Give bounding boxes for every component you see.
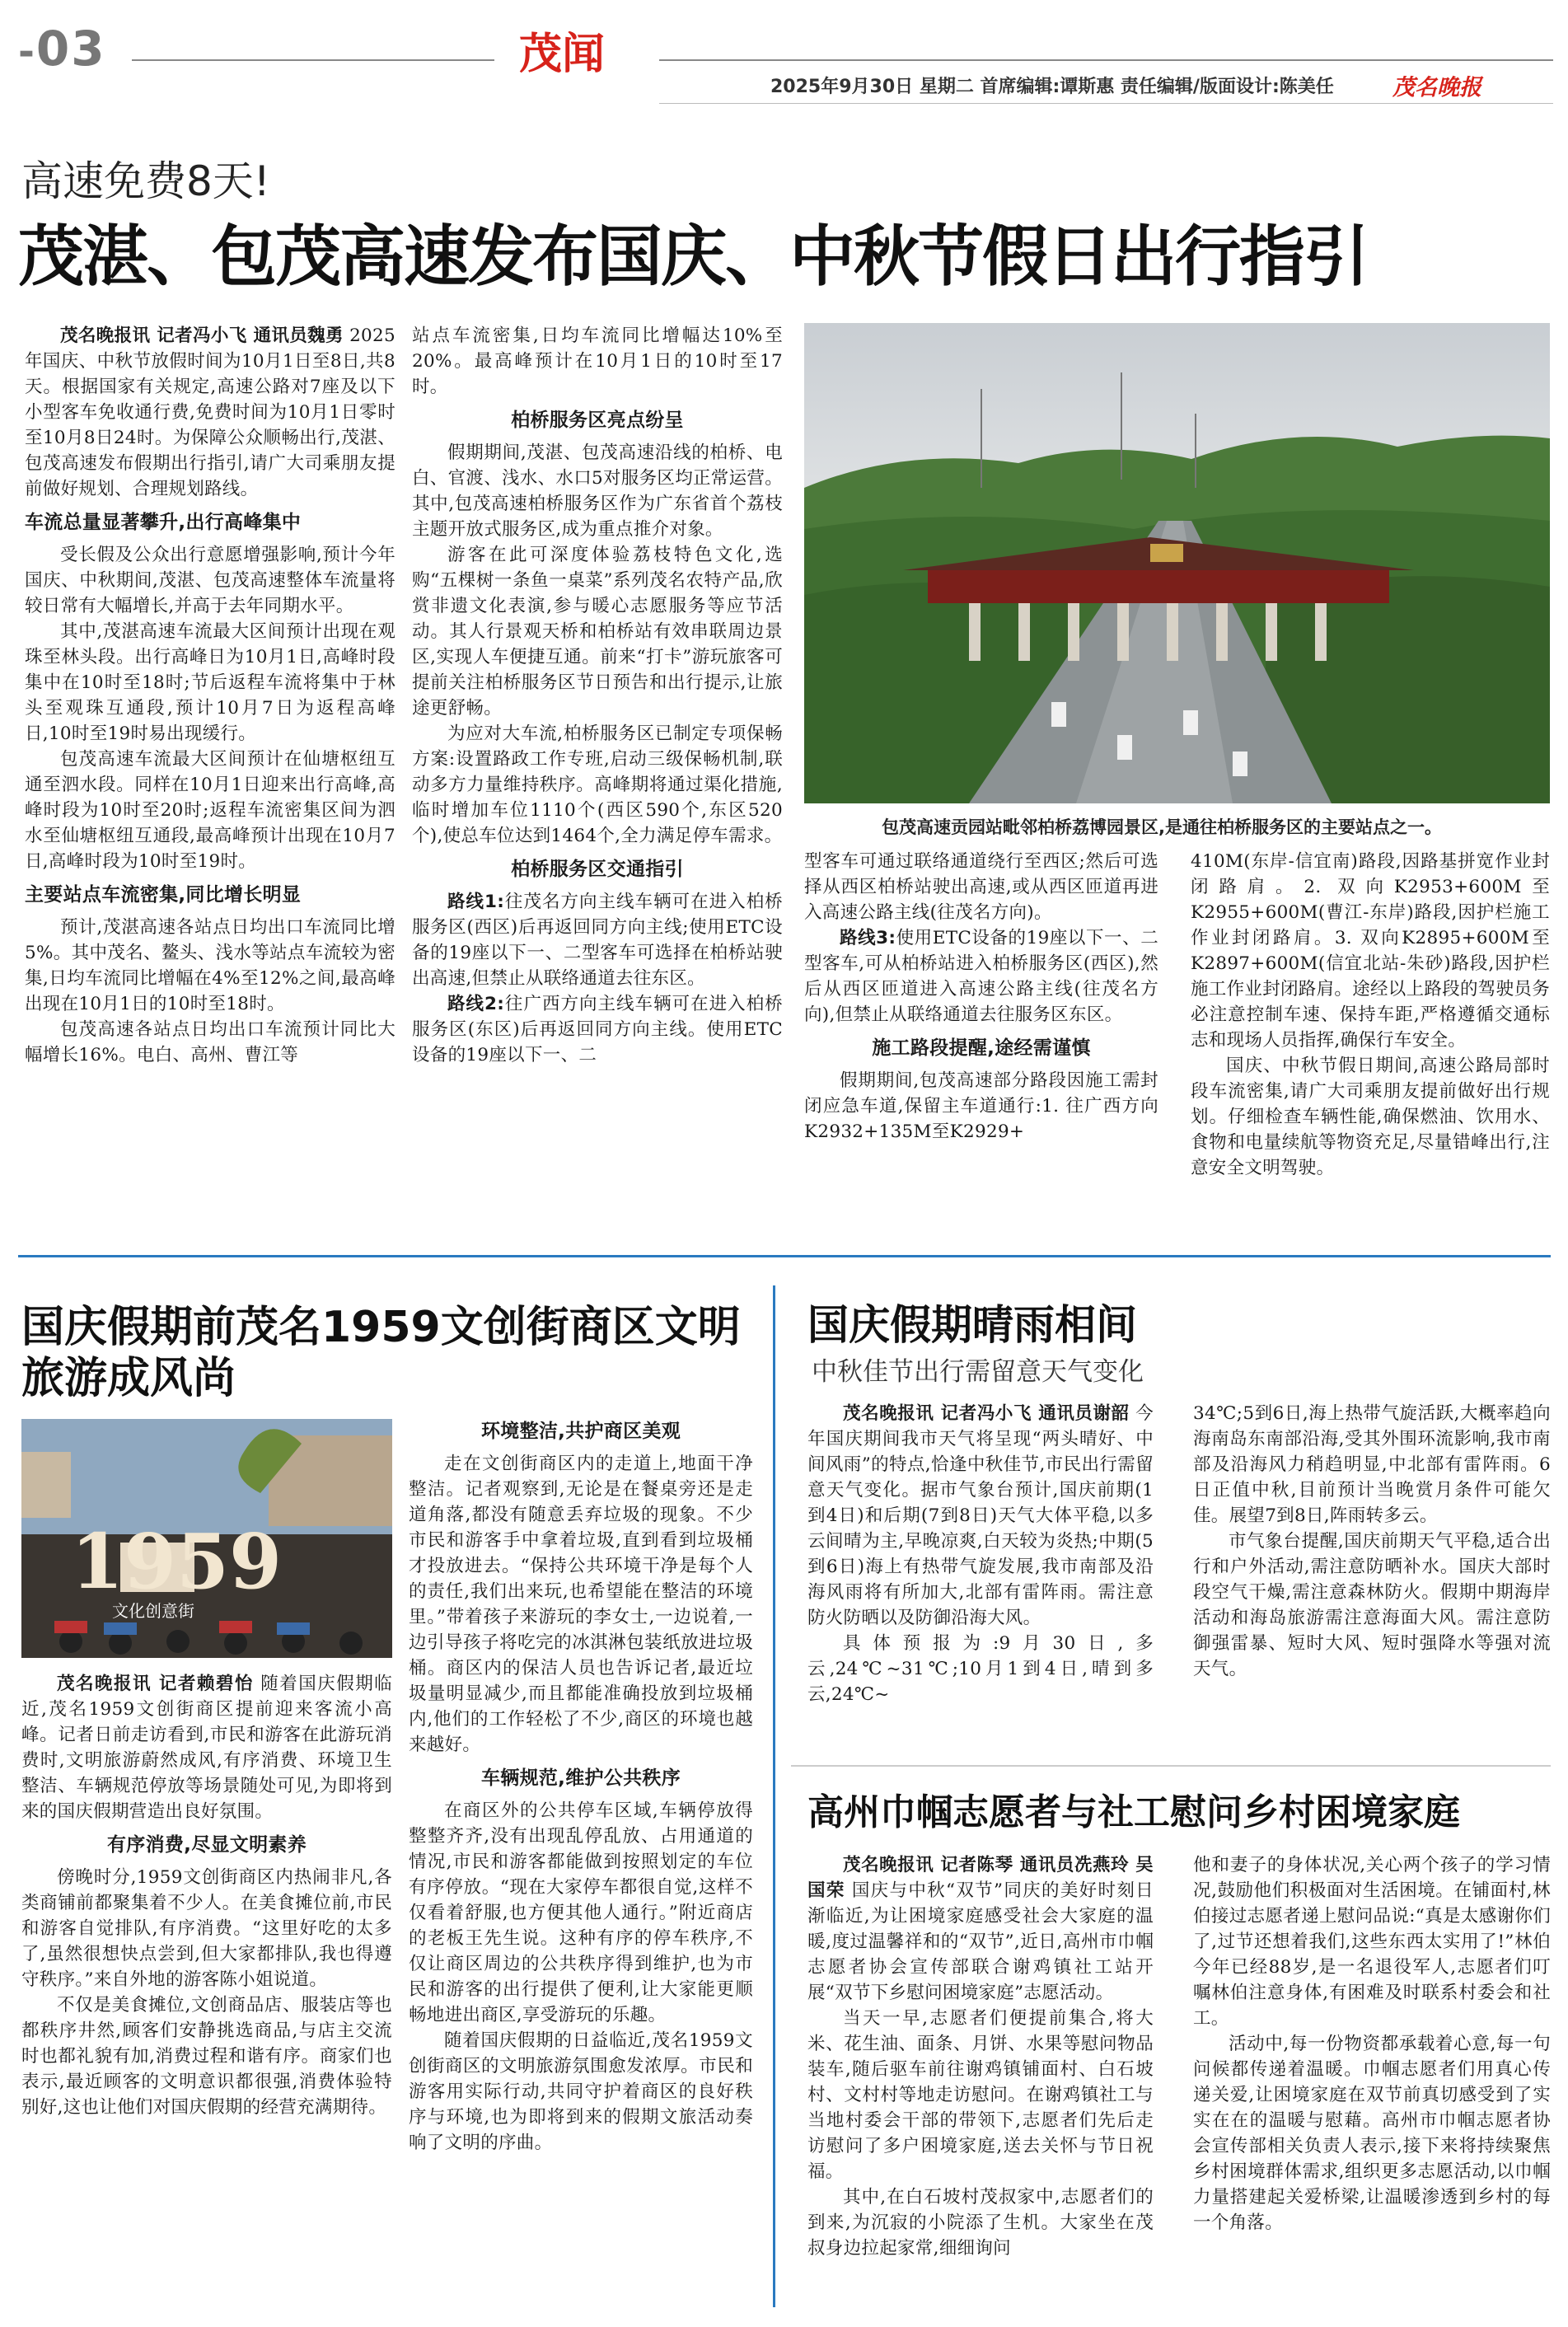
paragraph: 茂名晚报讯 记者冯小飞 通讯员谢韶 今年国庆期间我市天气将呈现“两头晴好、中间风雨”的特点,恰逢中秋佳节,市民出行需留意天气变化。据市气象台预计,国庆前期(1到4日)和后期(7到8日)天气大体平稳,以多云间晴为主,早晚凉爽,白天较为炎热;中期(5到6日)海上有热带气旋发展,我市南部及沿海风雨将有所加大,北部有雷阵雨。需注意防火防晒以及防御沿海大风。: [807, 1403, 1154, 1628]
paragraph: 站点车流密集,日均车流同比增幅达10%至20%。最高峰预计在10月1日的10时至17时。: [412, 325, 783, 397]
paragraph: 包茂高速车流最大区间预计在仙塘枢纽互通至泗水段。同样在10月1日迎来出行高峰,高峰时段为10时至20时;返程车流密集区间为泗水至仙塘枢纽互通段,最高峰预计出现在10月7日,高峰时段为10时至19时。: [25, 749, 396, 872]
paragraph: 34℃;5到6日,海上热带气旋活跃,大概率趋向海南岛东南部沿海,受其外围环流影响,我市南部及沿海风力稍趋明显,中北部有雷阵雨。6日正值中秋,目前预计当晚赏月条件可能欠佳。展望7到8日,阵雨转多云。: [1193, 1403, 1551, 1526]
paragraph: 型客车可通过联络通道绕行至西区;然后可选择从西区柏桥站驶出高速,或从西区匝道再进入高速公路主线(往茂名方向)。: [804, 851, 1158, 923]
paragraph: 国庆、中秋节假日期间,高速公路局部时段车流密集,请广大司乘朋友提前做好出行规划。仔细检查车辆性能,确保燃油、饮用水、食物和电量续航等物资充足,尽量错峰出行,注意安全文明驾驶。: [1191, 1056, 1550, 1178]
paragraph: 走在文创街商区内的走道上,地面干净整洁。记者观察到,无论是在餐桌旁还是走道角落,都没有随意丢弃垃圾的现象。不少市民和游客手中拿着垃圾,直到看到垃圾桶才投放进去。“保持公共环境干净是每个人的责任,我们出来玩,也希望能在整洁的环境里。”带着孩子来游玩的李女士,一边说着,一边引导孩子将吃完的冰淇淋包装纸放进垃圾桶。商区内的保洁人员也告诉记者,最近垃圾量明显减少,而且都能准确投放到垃圾桶内,他们的工作轻松了不少,商区的环境也越来越好。: [409, 1454, 753, 1755]
header-under-rule: [659, 103, 1553, 104]
main-col-4: [1191, 849, 1550, 1181]
toll-station-photo: [804, 323, 1550, 803]
paragraph: 其中,在白石坡村茂叔家中,志愿者们的到来,为沉寂的小院添了生机。大家坐在茂叔身边拉起家常,细细询问: [807, 2187, 1154, 2259]
story2-col-1: [21, 1671, 392, 2120]
story3-subhead: 中秋佳节出行需留意天气变化: [812, 1357, 1144, 1387]
story3-col-1: [807, 1401, 1154, 1707]
story4-col-1: [807, 1852, 1154, 2261]
newspaper-logo: 茂名晚报: [1392, 75, 1481, 101]
story3-headline: 国庆假期晴雨相间: [807, 1301, 1137, 1349]
paragraph: 其中,茂湛高速车流最大区间预计出现在观珠至林头段。出行高峰日为10月1日,高峰时段集中在10时至18时;节后返程车流将集中于林头至观珠互通段,预计10月7日为返程高峰日,10时至19时易出现缓行。: [25, 621, 396, 744]
story2-subhead-3: 车辆规范,维护公共秩序: [480, 1767, 681, 1789]
dateline: 茂名晚报讯 记者冯小飞 通讯员魏勇 2025年国庆、中秋节放假时间为10月1日至8日,共8天。根据国家有关规定,高速公路对7座及以下小型客车免收通行费,免费时间为10月1日零时至10月8日24时。为保障公众顺畅出行,茂湛、包茂高速发布假期出行指引,请广大司乘朋友提前做好规划、合理规划路线。: [25, 325, 396, 499]
paragraph: 茂名晚报讯 记者陈琴 通讯员冼燕玲 吴国荣 国庆与中秋“双节”同庆的美好时刻日渐临近,为让困境家庭感受社会大家庭的温暖,度过温馨祥和的“双节”,近日,高州市巾帼志愿者协会宣传部联合谢鸡镇社工站开展“双节下乡慰问困境家庭”志愿活动。: [807, 1855, 1154, 2003]
story2-subhead-2: 环境整洁,共护商区美观: [480, 1421, 681, 1442]
main-col-1: [25, 323, 396, 1068]
paragraph: 假期期间,茂湛、包茂高速沿线的柏桥、电白、官渡、浅水、水口5对服务区均正常运营。其中,包茂高速柏桥服务区作为广东省首个荔枝主题开放式服务区,成为重点推介对象。: [412, 442, 783, 540]
subhead-4: 柏桥服务区交通指引: [511, 859, 684, 880]
story-divider: [791, 1765, 1551, 1767]
section-divider: [18, 1255, 1551, 1257]
paragraph: 410M(东岸-信宜南)路段,因路基拼宽作业封闭路肩。2. 双向K2953+600M至K2955+600M(曹江-东岸)路段,因护栏施工作业封闭路肩。3. 双向K2895+600M至K2897+600M(信宜北站-朱砂)路段,因护栏施工作业封闭路肩。途经以上路段的驾驶员务必注意控制车速、保持车距,严格遵循交通标志和现场人员指挥,确保行车安全。: [1191, 851, 1551, 1051]
paragraph: 不仅是美食摊位,文创商品店、服装店等也都秩序井然,顾客们安静挑选商品,与店主交流时也都礼貌有加,消费过程和谐有序。商家们也表示,最近顾客的文明意识都很强,消费体验特别好,这也让他们对国庆假期的经营充满期待。: [21, 1995, 392, 2118]
subhead-5: 施工路段提醒,途经需谨慎: [872, 1037, 1091, 1059]
paragraph: 游客在此可深度体验荔枝特色文化,选购“五棵树一条鱼一桌菜”系列茂名农特产品,欣赏非遗文化表演,参与暖心志愿服务等应节活动。其人行景观天桥和柏桥站有效串联周边景区,实现人车便捷互通。前来“打卡”游玩旅客可提前关注柏桥服务区节日预告和出行提示,让旅途更舒畅。: [412, 545, 783, 719]
story3-col-2: [1193, 1401, 1551, 1682]
subhead-3: 柏桥服务区亮点纷呈: [511, 410, 684, 431]
street-photo: [21, 1419, 392, 1658]
paragraph: 预计,茂湛高速各站点日均出口车流同比增5%。其中茂名、鳌头、浅水等站点车流较为密集,日均车流同比增幅在4%至12%之间,最高峰出现在10月1日的10时至18时。: [25, 917, 396, 1014]
paragraph: 活动中,每一份物资都承载着心意,每一句问候都传递着温暖。巾帼志愿者们用真心传递关爱,让困境家庭在双节前真切感受到了实实在在的温暖与慰藉。高州市巾帼志愿者协会宣传部相关负责人表示,接下来将持续聚焦乡村困境群体需求,组织更多志愿活动,以巾帼力量搭建起关爱桥梁,让温暖渗透到乡村的每一个角落。: [1193, 2034, 1551, 2233]
paragraph: 路线1:往茂名方向主线车辆可在进入柏桥服务区(西区)后再返回同方向主线;使用ETC设备的19座以下一、二型客车可选择在柏桥站驶出高速,但禁止从联络通道去往东区。: [412, 892, 783, 989]
kicker: 高速免费8天!: [21, 157, 270, 205]
photo-caption: 包茂高速贡园站毗邻柏桥荔博园景区,是通往柏桥服务区的主要站点之一。: [882, 817, 1442, 837]
section-name: 茂闻: [519, 29, 606, 79]
header-meta: 2025年9月30日 星期二 首席编辑:谭斯惠 责任编辑/版面设计:陈美任: [770, 77, 1334, 97]
paragraph: 路线3:使用ETC设备的19座以下一、二型客车,可从柏桥站进入柏桥服务区(西区),然后从西区匝道进入高速公路主线(往茂名方向),但禁止从联络通道去往服务区东区。: [804, 928, 1158, 1025]
main-headline: 茂湛、包茂高速发布国庆、中秋节假日出行指引: [18, 218, 1368, 295]
paragraph: 随着国庆假期的日益临近,茂名1959文创街商区的文明旅游氛围愈发浓厚。市民和游客用实际行动,共同守护着商区的良好秩序与环境,也为即将到来的假期文旅活动奏响了文明的序曲。: [409, 2030, 753, 2153]
paragraph: 假期期间,包茂高速部分路段因施工需封闭应急车道,保留主车道通行:1. 往广西方向K2932+135M至K2929+: [804, 1070, 1158, 1142]
paragraph: 他和妻子的身体状况,关心两个孩子的学习情况,鼓励他们积极面对生活困境。在铺面村,林伯接过志愿者递上慰问品说:“真是太感谢你们了,过节还想着我们,这些东西太实用了!”林伯今年已经88岁,是一名退役军人,志愿者们叮嘱林伯注意身体,有困难及时联系村委会和社工。: [1193, 1855, 1551, 2029]
paragraph: 当天一早,志愿者们便提前集合,将大米、花生油、面条、月饼、水果等慰问物品装车,随后驱车前往谢鸡镇铺面村、白石坡村、文村村等地走访慰问。在谢鸡镇社工与当地村委会干部的带领下,志愿者们先后走访慰问了多户困境家庭,送去关怀与节日祝福。: [807, 2008, 1154, 2182]
paragraph: 在商区外的公共停车区域,车辆停放得整整齐齐,没有出现乱停乱放、占用通道的情况,市民和游客都能做到按照划定的车位有序停放。“现在大家停车都很自觉,这样不仅看着舒服,也方便其他人通行。”附近商店的老板王先生说。这种有序的停车秩序,不仅让商区周边的公共秩序得到维护,也为市民和游客的出行提供了便利,让大家能更顺畅地进出商区,享受游玩的乐趣。: [409, 1800, 753, 2025]
paragraph: 为应对大车流,柏桥服务区已制定专项保畅方案:设置路政工作专班,启动三级保畅机制,联动多方力量维持秩序。高峰期将通过渠化措施,临时增加车位1110个(西区590个,东区520个),使总车位达到1464个,全力满足停车需求。: [412, 723, 783, 846]
paragraph: 受长假及公众出行意愿增强影响,预计今年国庆、中秋期间,茂湛、包茂高速整体车流量将较日常有大幅增长,并高于去年同期水平。: [25, 545, 396, 616]
photo-sign-subtext: 文化创意街: [112, 1601, 194, 1621]
subhead-2: 主要站点车流密集,同比增长明显: [25, 884, 302, 906]
paragraph: 茂名晚报讯 记者赖碧怡 随着国庆假期临近,茂名1959文创街商区提前迎来客流小高峰。记者日前走访看到,市民和游客在此游玩消费时,文明旅游蔚然成风,有序消费、环境卫生整洁、车辆规范停放等场景随处可见,为即将到来的国庆假期营造出良好氛围。: [21, 1674, 392, 1822]
story2-col-2: [409, 1419, 753, 2156]
paragraph: 傍晚时分,1959文创街商区内热闹非凡,各类商铺前都聚集着不少人。在美食摊位前,市民和游客自觉排队,有序消费。“这里好吃的太多了,虽然很想快点尝到,但大家都排队,我也得遵守秩序。”来自外地的游客陈小姐说道。: [21, 1867, 392, 1990]
column-divider: [773, 1285, 775, 2307]
paragraph: 路线2:往广西方向主线车辆可在进入柏桥服务区(东区)后再返回同方向主线。使用ETC设备的19座以下一、二: [412, 994, 783, 1065]
paragraph: 包茂高速各站点日均出口车流预计同比大幅增长16%。电白、高州、曹江等: [25, 1019, 396, 1065]
toll-station-illustration: [804, 323, 1550, 803]
story4-col-2: [1193, 1852, 1551, 2236]
main-col-3: [804, 849, 1158, 1145]
main-col-2: [412, 323, 783, 1068]
photo-sign-text: 1959: [71, 1517, 283, 1606]
page-number: -03: [18, 21, 106, 77]
paragraph: 市气象台提醒,国庆前期天气平稳,适合出行和户外活动,需注意防晒补水。国庆大部时段空气干燥,需注意森林防火。假期中期海岸活动和海岛旅游需注意海面大风。需注意防御强雷暴、短时大风、短时强降水等强对流天气。: [1193, 1531, 1551, 1679]
subhead-1: 车流总量显著攀升,出行高峰集中: [25, 512, 302, 533]
paragraph: 具体预报为:9月30日,多云,24℃~31℃;10月1到4日,晴到多云,24℃~: [807, 1633, 1154, 1705]
header-rule-left: [132, 59, 494, 61]
header-rule-right: [659, 59, 1553, 61]
story2-subhead-1: 有序消费,尽显文明素养: [106, 1834, 307, 1856]
story2-headline: 国庆假期前茂名1959文创街商区文明旅游成风尚: [21, 1303, 741, 1403]
story4-headline: 高州巾帼志愿者与社工慰问乡村困境家庭: [807, 1791, 1460, 1833]
street-illustration: [21, 1419, 392, 1658]
